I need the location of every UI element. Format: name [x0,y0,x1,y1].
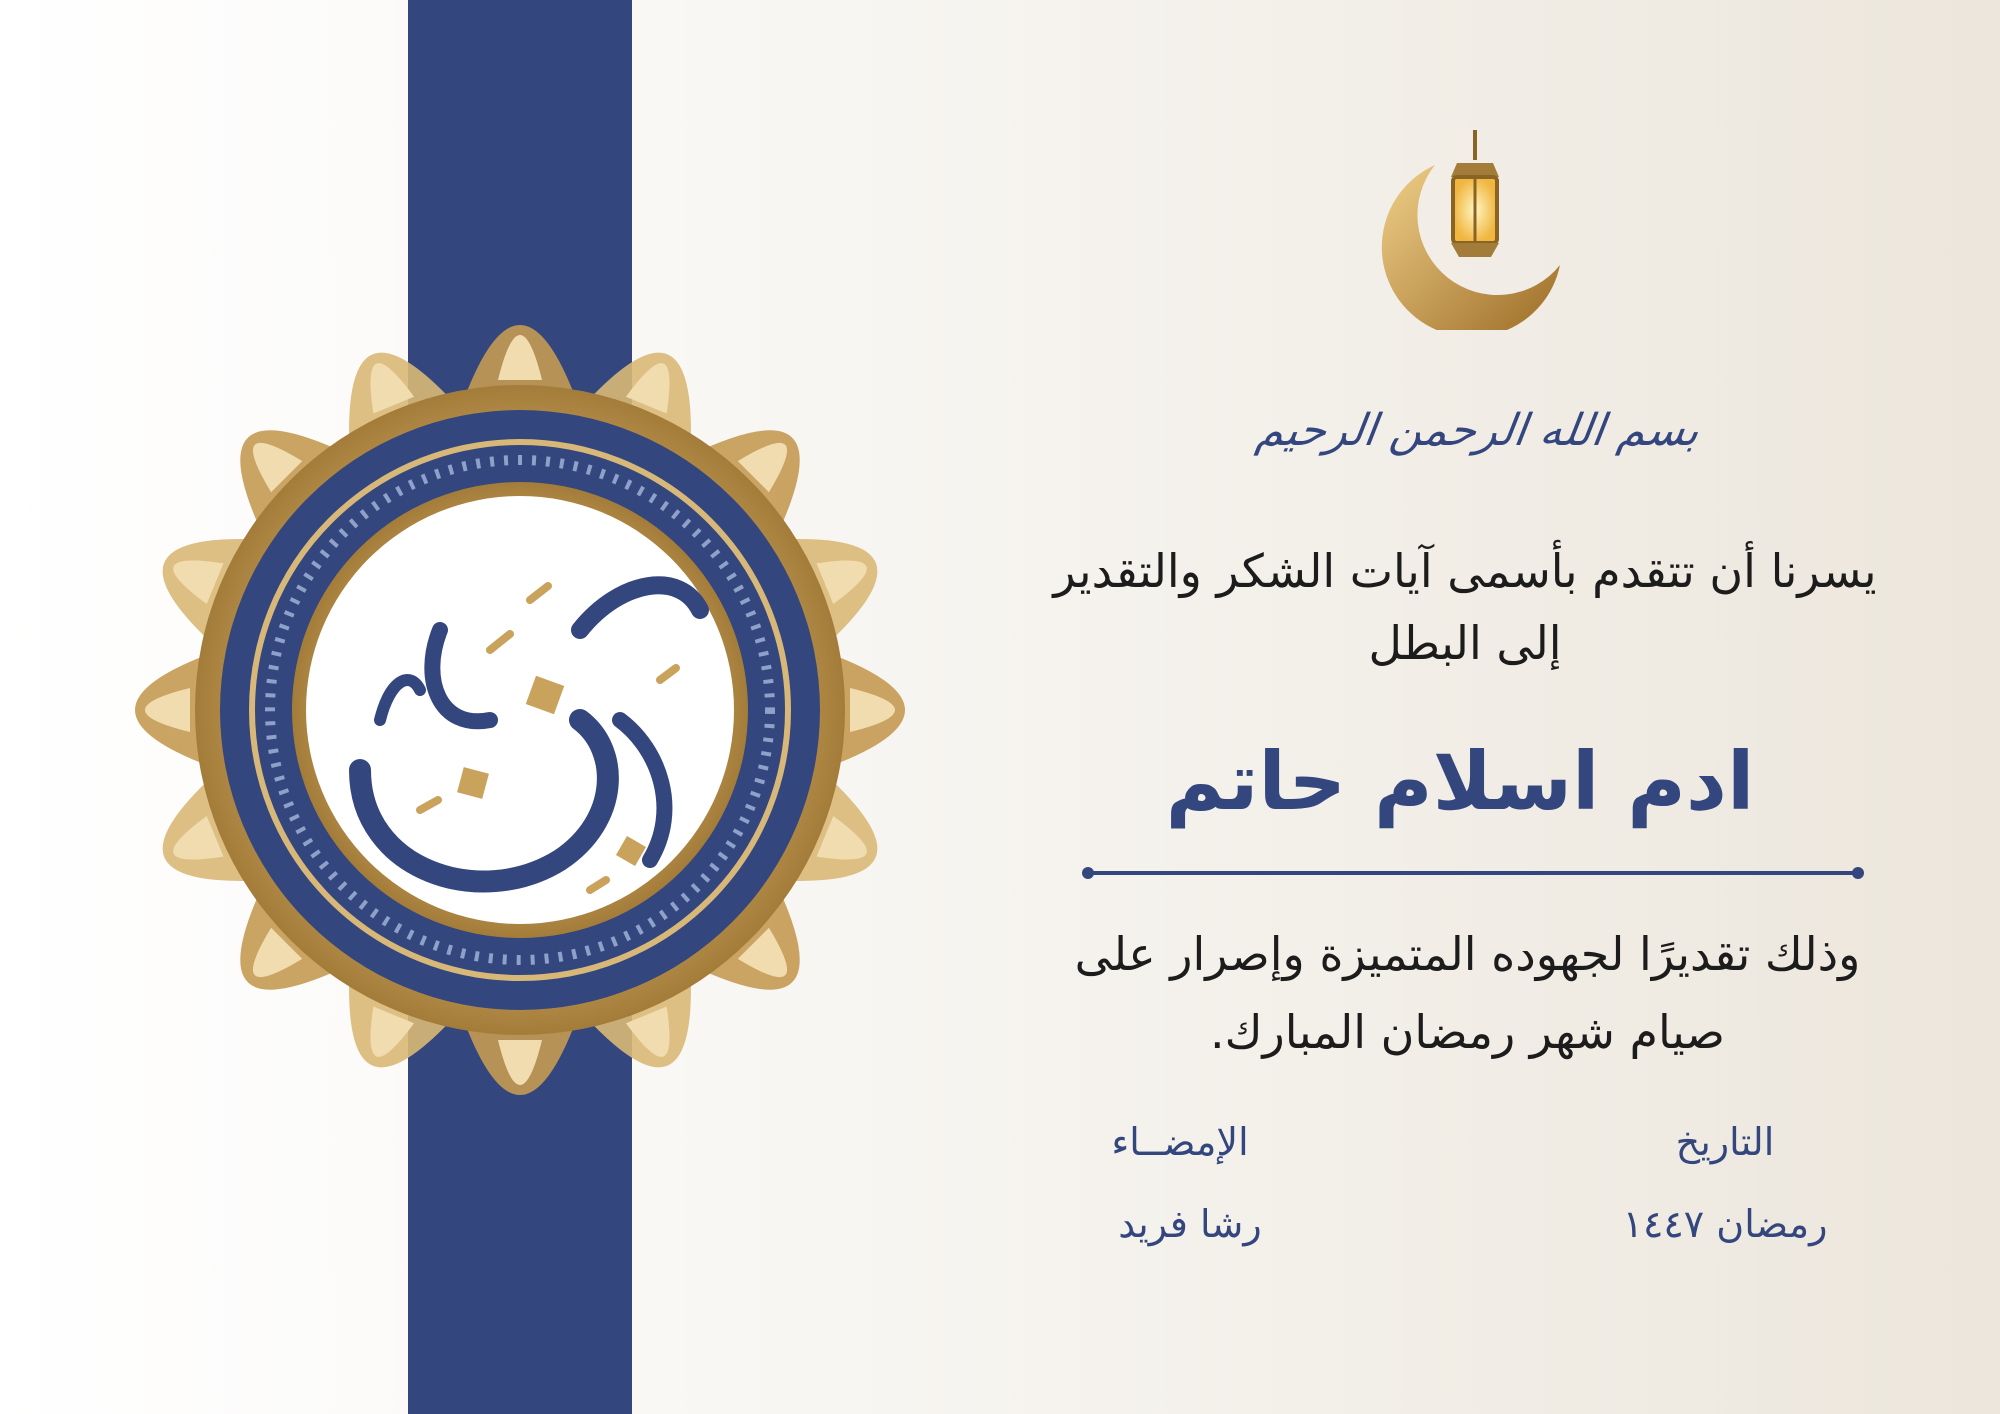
signature-value: رشا فريد [1118,1202,1262,1246]
crescent-lantern-icon [1375,125,1575,330]
intro-line-1: يسرنا أن تتقدم بأسمى آيات الشكر والتقدير [1053,544,1877,598]
signature-label: الإمضــاء [1111,1120,1249,1164]
date-label: التاريخ [1675,1120,1775,1164]
intro-line-2: إلى البطل [1368,616,1562,670]
divider-dot-right [1852,867,1864,879]
recipient-name: ادم اسلام حاتم [1165,735,1755,828]
ramadan-kareem-emblem [60,250,980,1170]
divider-dot-left [1082,867,1094,879]
date-value: رمضان ١٤٤٧ [1622,1202,1828,1246]
reason-line-1: وذلك تقديرًا لجهوده المتميزة وإصرار على [1074,927,1861,981]
reason-text [1000,915,1935,1071]
reason-line-2: صيام شهر رمضان المبارك. [1209,1005,1725,1059]
basmala: بسم الله الرحمن الرحيم [1253,405,1703,456]
intro-text [1000,535,1930,679]
divider-line [1088,871,1858,875]
